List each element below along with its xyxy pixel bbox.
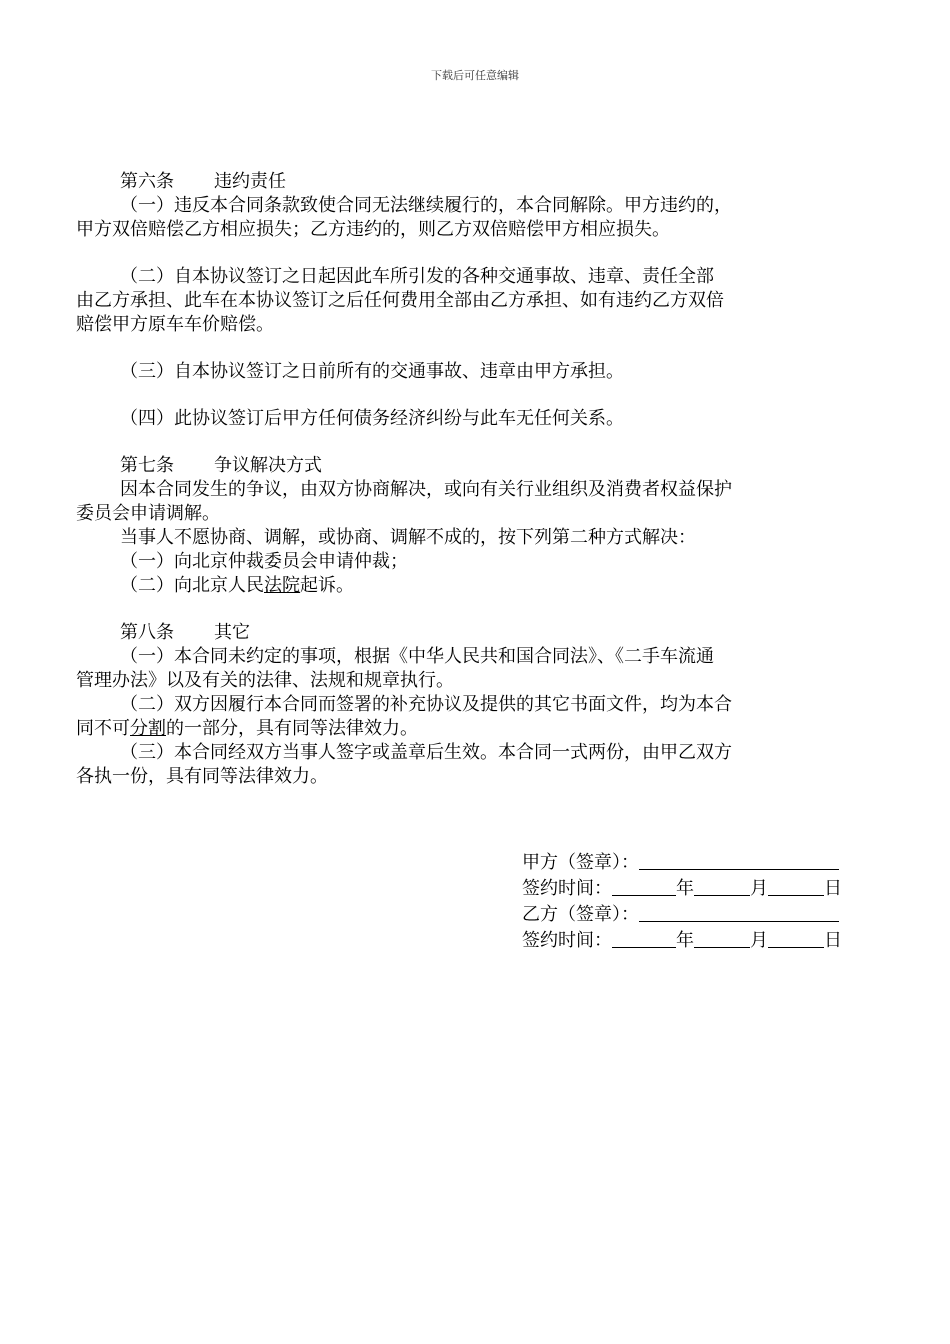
party-b-date-row: 签约时间： 年 月 日	[522, 930, 842, 951]
article6-clause3: （三）自本协议签订之日前所有的交通事故、违章由甲方承担。	[120, 361, 624, 382]
article6-title: 违约责任	[214, 171, 286, 192]
header-note: 下载后可任意编辑	[431, 69, 519, 82]
party-b-year-field[interactable]	[612, 929, 676, 948]
division-link[interactable]: 分割	[130, 718, 166, 739]
article7-title: 争议解决方式	[214, 455, 322, 476]
article6-number: 第六条	[120, 171, 174, 192]
date-label: 签约时间：	[522, 930, 612, 951]
article7-number: 第七条	[120, 455, 174, 476]
party-a-month-field[interactable]	[694, 877, 750, 896]
article6-clause2-line2: 由乙方承担、此车在本协议签订之后任何费用全部由乙方承担、如有违约乙方双倍	[76, 290, 724, 311]
party-a-year-field[interactable]	[612, 877, 676, 896]
signature-block	[522, 850, 842, 954]
party-a-day-field[interactable]	[768, 877, 824, 896]
party-b-day-field[interactable]	[768, 929, 824, 948]
article7-para2: 当事人不愿协商、调解，或协商、调解不成的，按下列第二种方式解决：	[120, 527, 696, 548]
date-label: 签约时间：	[522, 878, 612, 899]
article8-clause3-line2: 各执一份，具有同等法律效力。	[76, 766, 328, 787]
article7-option2: （二）向北京人民法院起诉。	[120, 575, 354, 596]
party-a-date-row: 签约时间： 年 月 日	[522, 878, 842, 899]
party-a-label: 甲方（签章）：	[522, 852, 639, 873]
article7-para1-line2: 委员会申请调解。	[76, 503, 220, 524]
party-b-label: 乙方（签章）：	[522, 904, 639, 925]
party-b-signature-row	[522, 902, 842, 928]
article6-heading	[76, 170, 880, 194]
article7-option1: （一）向北京仲裁委员会申请仲裁；	[120, 551, 408, 572]
article8-clause3-line1: （三）本合同经双方当事人签字或盖章后生效。本合同一式两份，由甲乙双方	[120, 742, 732, 763]
article8-heading	[76, 621, 880, 645]
party-a-signature-field[interactable]	[639, 851, 839, 870]
article8-clause2-line2: 同不可分割的一部分，具有同等法律效力。	[76, 718, 418, 739]
article8-title: 其它	[214, 622, 250, 643]
article8-clause1-line1: （一）本合同未约定的事项，根据《中华人民共和国合同法》、《二手车流通	[120, 646, 714, 667]
article6-clause1-line1: （一）违反本合同条款致使合同无法继续履行的，本合同解除。甲方违约的，	[120, 195, 732, 216]
article6-clause2-line3: 赔偿甲方原车车价赔偿。	[76, 314, 274, 335]
party-a-signature-row	[522, 850, 842, 876]
article8-clause2-line1: （二）双方因履行本合同而签署的补充协议及提供的其它书面文件，均为本合	[120, 694, 732, 715]
article8-number: 第八条	[120, 622, 174, 643]
party-b-signature-field[interactable]	[639, 903, 839, 922]
article6-clause4: （四）此协议签订后甲方任何债务经济纠纷与此车无任何关系。	[120, 408, 624, 429]
article7-heading	[76, 454, 880, 478]
court-link[interactable]: 法院	[264, 575, 300, 596]
party-b-month-field[interactable]	[694, 929, 750, 948]
article7-para1-line1: 因本合同发生的争议，由双方协商解决，或向有关行业组织及消费者权益保护	[120, 479, 732, 500]
article6-clause1-line2: 甲方双倍赔偿乙方相应损失；乙方违约的，则乙方双倍赔偿甲方相应损失。	[76, 219, 670, 240]
article6-clause2-line1: （二）自本协议签订之日起因此车所引发的各种交通事故、违章、责任全部	[120, 266, 714, 287]
contract-body	[76, 170, 880, 789]
article8-clause1-line2: 管理办法》以及有关的法律、法规和规章执行。	[76, 670, 454, 691]
